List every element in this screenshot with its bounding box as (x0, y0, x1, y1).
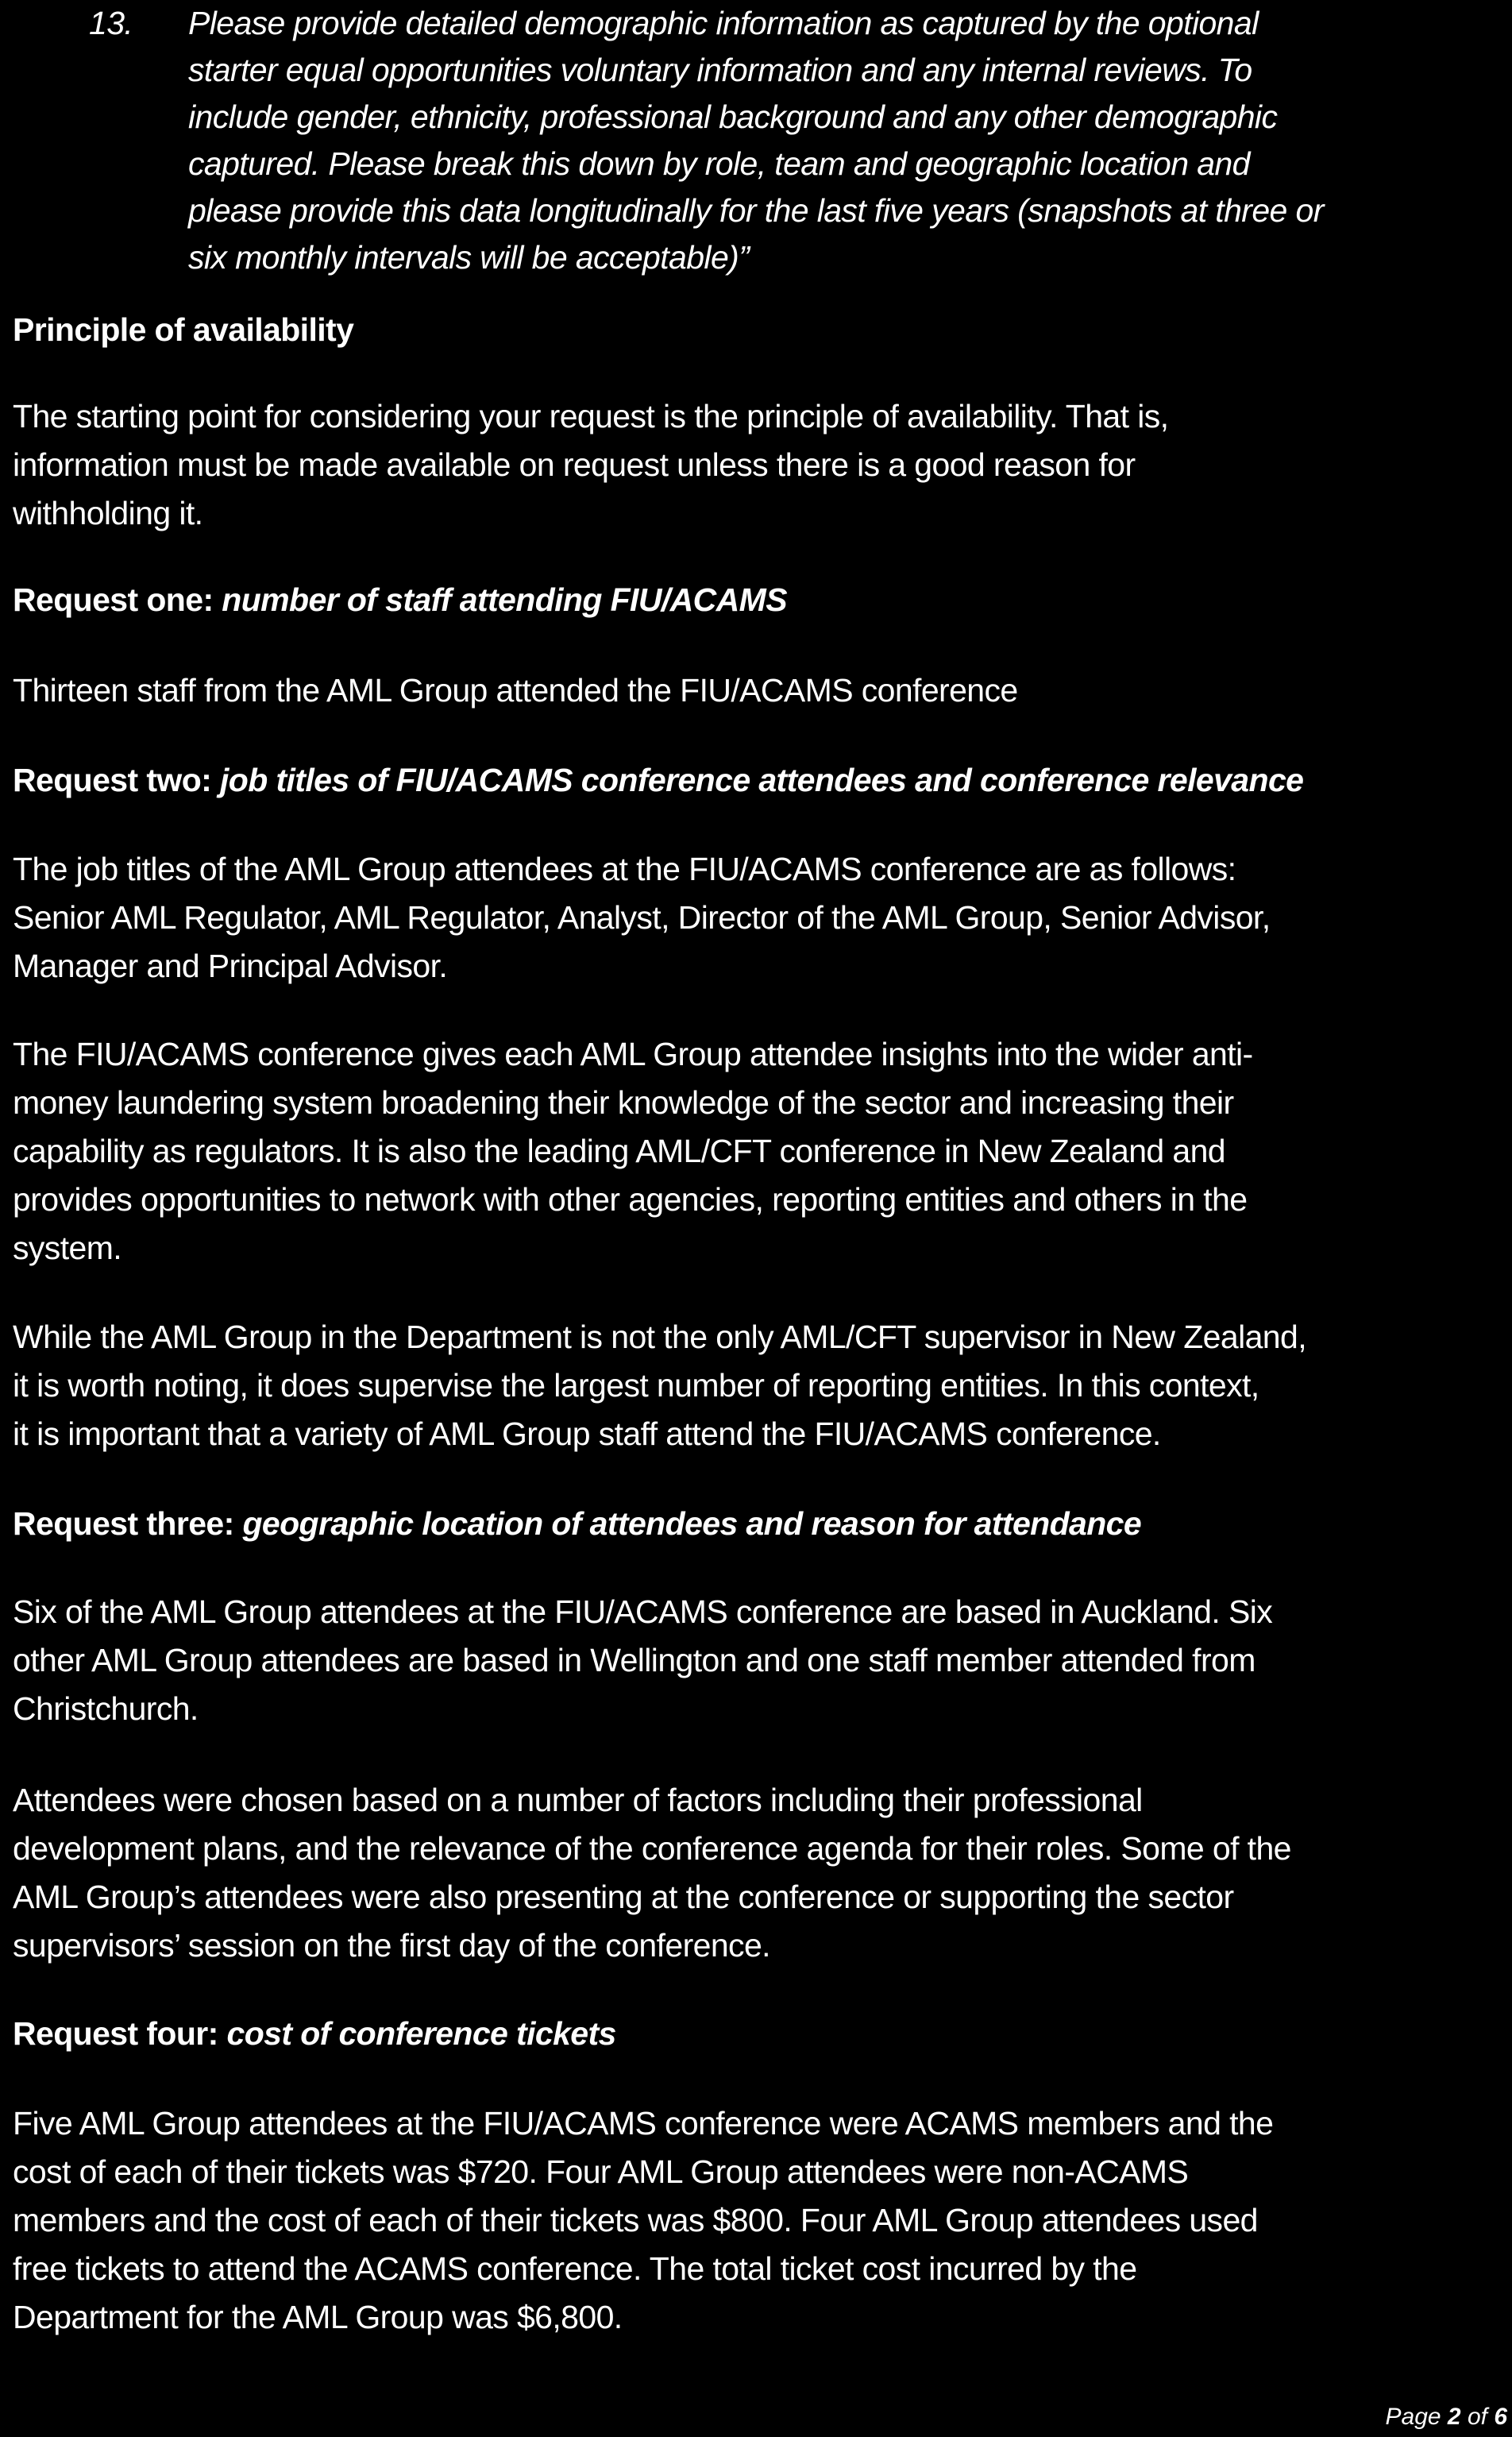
paragraph-line: The FIU/ACAMS conference gives each AML Group attendee insights into the wider anti- (13, 1036, 1253, 1072)
paragraph-line: it is worth noting, it does supervise the largest number of reporting entities. In this context, (13, 1367, 1259, 1404)
paragraph-line: AML Group’s attendees were also presenting at the conference or supporting the sector (13, 1879, 1234, 1915)
paragraph-line: Attendees were chosen based on a number of factors including their professional (13, 1782, 1143, 1818)
heading-label: Request four: (13, 2015, 227, 2052)
page-number (1386, 2404, 1507, 2431)
paragraph-line: Christchurch. (13, 1690, 199, 1727)
section-heading (13, 576, 787, 624)
paragraph-line: Department for the AML Group was $6,800. (13, 2299, 623, 2335)
paragraph-line: Senior AML Regulator, AML Regulator, Analyst, Director of the AML Group, Senior Advisor, (13, 899, 1271, 936)
item-number: 13. (89, 5, 133, 41)
page-total: 6 (1494, 2404, 1507, 2430)
paragraph-line: development plans, and the relevance of the conference agenda for their roles. Some of the (13, 1830, 1291, 1867)
paragraph-line: money laundering system broadening their knowledge of the sector and increasing their (13, 1084, 1234, 1121)
heading-topic: number of staff attending FIU/ACAMS (222, 581, 787, 618)
heading-topic: geographic location of attendees and reason for attendance (242, 1505, 1142, 1542)
paragraph-line: Thirteen staff from the AML Group attended the FIU/ACAMS conference (13, 672, 1018, 709)
paragraph-line: Five AML Group attendees at the FIU/ACAMS conference were ACAMS members and the (13, 2105, 1274, 2142)
paragraph-line: withholding it. (13, 495, 203, 531)
item-line: starter equal opportunities voluntary information and any internal reviews. To (188, 52, 1252, 88)
heading-label: Request three: (13, 1505, 243, 1542)
heading-label: Request one: (13, 581, 222, 618)
item-line: six monthly intervals will be acceptable)” (188, 239, 750, 276)
paragraph-line: cost of each of their tickets was $720. Four AML Group attendees were non-ACAMS (13, 2153, 1189, 2190)
paragraph-line: system. (13, 1230, 122, 1266)
heading-label: Principle of availability (13, 311, 354, 348)
request-item-13 (89, 0, 1324, 281)
item-line: please provide this data longitudinally for the last five years (snapshots at three or (188, 192, 1324, 229)
paragraph-line: members and the cost of each of their tickets was $800. Four AML Group attendees used (13, 2202, 1258, 2238)
paragraph-line: capability as regulators. It is also the leading AML/CFT conference in New Zealand and (13, 1133, 1226, 1169)
page-current: 2 (1447, 2404, 1461, 2430)
heading-topic: cost of conference tickets (226, 2015, 616, 2052)
paragraph (13, 1588, 1272, 1733)
paragraph-line: it is important that a variety of AML Group staff attend the FIU/ACAMS conference. (13, 1415, 1161, 1452)
item-text (188, 0, 1324, 281)
paragraph (13, 845, 1271, 991)
item-line: include gender, ethnicity, professional background and any other demographic (188, 98, 1278, 135)
paragraph-line: While the AML Group in the Department is not the only AML/CFT supervisor in New Zealand, (13, 1319, 1306, 1355)
paragraph-line: supervisors’ session on the first day of the conference. (13, 1927, 770, 1964)
paragraph-line: The job titles of the AML Group attendees at the FIU/ACAMS conference are as follows: (13, 851, 1236, 887)
section-heading (13, 2010, 616, 2058)
page-label: Page (1385, 2404, 1448, 2430)
page-of: of (1460, 2404, 1495, 2430)
item-line: captured. Please break this down by role, team and geographic location and (188, 145, 1250, 182)
paragraph (13, 1776, 1291, 1970)
paragraph-line: free tickets to attend the ACAMS conference. The total ticket cost incurred by the (13, 2250, 1137, 2287)
paragraph (13, 392, 1168, 538)
paragraph (13, 2099, 1273, 2342)
paragraph-line: other AML Group attendees are based in Wellington and one staff member attended from (13, 1642, 1256, 1678)
paragraph-line: The starting point for considering your request is the principle of availability. That is, (13, 398, 1169, 434)
heading-label: Request two: (13, 762, 220, 798)
paragraph (13, 1030, 1253, 1273)
paragraph-line: provides opportunities to network with other agencies, reporting entities and others in the (13, 1181, 1248, 1218)
section-heading (13, 306, 353, 354)
paragraph (13, 1313, 1306, 1458)
paragraph (13, 666, 1018, 715)
section-heading (13, 756, 1303, 805)
paragraph-line: Six of the AML Group attendees at the FIU/ACAMS conference are based in Auckland. Six (13, 1593, 1273, 1630)
heading-topic: job titles of FIU/ACAMS conference attendees and conference relevance (219, 762, 1304, 798)
section-heading (13, 1500, 1141, 1548)
paragraph-line: information must be made available on request unless there is a good reason for (13, 446, 1136, 483)
item-line: Please provide detailed demographic information as captured by the optional (188, 5, 1259, 41)
paragraph-line: Manager and Principal Advisor. (13, 948, 448, 984)
